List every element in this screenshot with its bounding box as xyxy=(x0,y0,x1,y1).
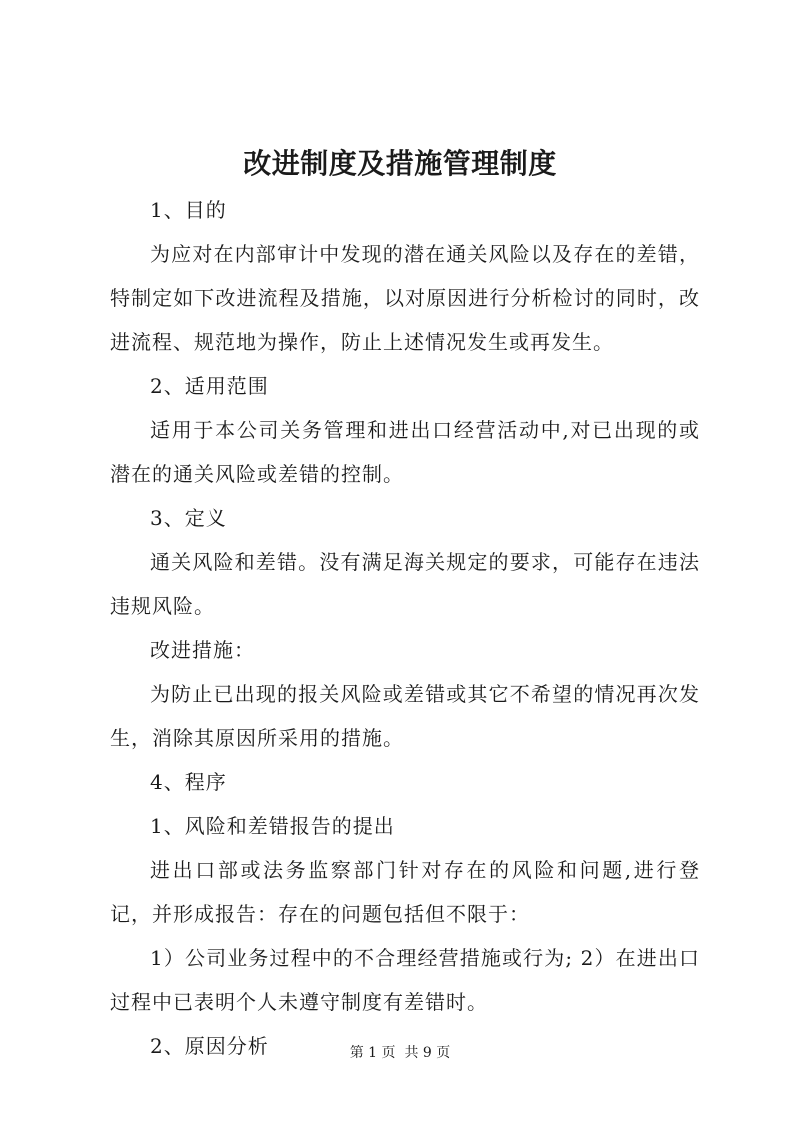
document-title: 改进制度及措施管理制度 xyxy=(243,147,557,180)
paragraph-definition-risk: 通关风险和差错。没有满足海关规定的要求，可能存在违法违规风险。 xyxy=(110,550,700,618)
section-heading-purpose: 1、目的 xyxy=(150,198,227,222)
section-heading-definition: 3、定义 xyxy=(150,506,227,530)
paragraph-scope: 适用于本公司关务管理和进出口经营活动中,对已出现的或潜在的通关风险或差错的控制。 xyxy=(110,418,700,486)
page-number-label: 第 1 页 共 9 页 xyxy=(349,1045,451,1061)
paragraph-purpose: 为应对在内部审计中发现的潜在通关风险以及存在的差错，特制定如下改进流程及措施，以对原因进行分析检讨的同时，改进流程、规范地为操作，防止上述情况发生或再发生。 xyxy=(110,242,700,354)
subheading-cause-analysis: 2、原因分析 xyxy=(150,1034,269,1058)
paragraph-definition-measures: 为防止已出现的报关风险或差错或其它不希望的情况再次发生，消除其原因所采用的措施。 xyxy=(110,682,700,750)
subheading-report: 1、风险和差错报告的提出 xyxy=(150,814,395,838)
paragraph-report: 进出口部或法务监察部门针对存在的风险和问题,进行登记，并形成报告：存在的问题包括但不限于： xyxy=(110,858,700,926)
document-body xyxy=(110,188,700,1068)
section-heading-procedure: 4、程序 xyxy=(150,770,227,794)
section-heading-scope: 2、适用范围 xyxy=(150,374,269,398)
page-footer xyxy=(0,1043,800,1063)
paragraph-report-items: 1）公司业务过程中的不合理经营措施或行为; 2）在进出口过程中已表明个人未遵守制度有差错时。 xyxy=(110,946,700,1014)
subheading-improvement-measures: 改进措施： xyxy=(150,638,255,662)
